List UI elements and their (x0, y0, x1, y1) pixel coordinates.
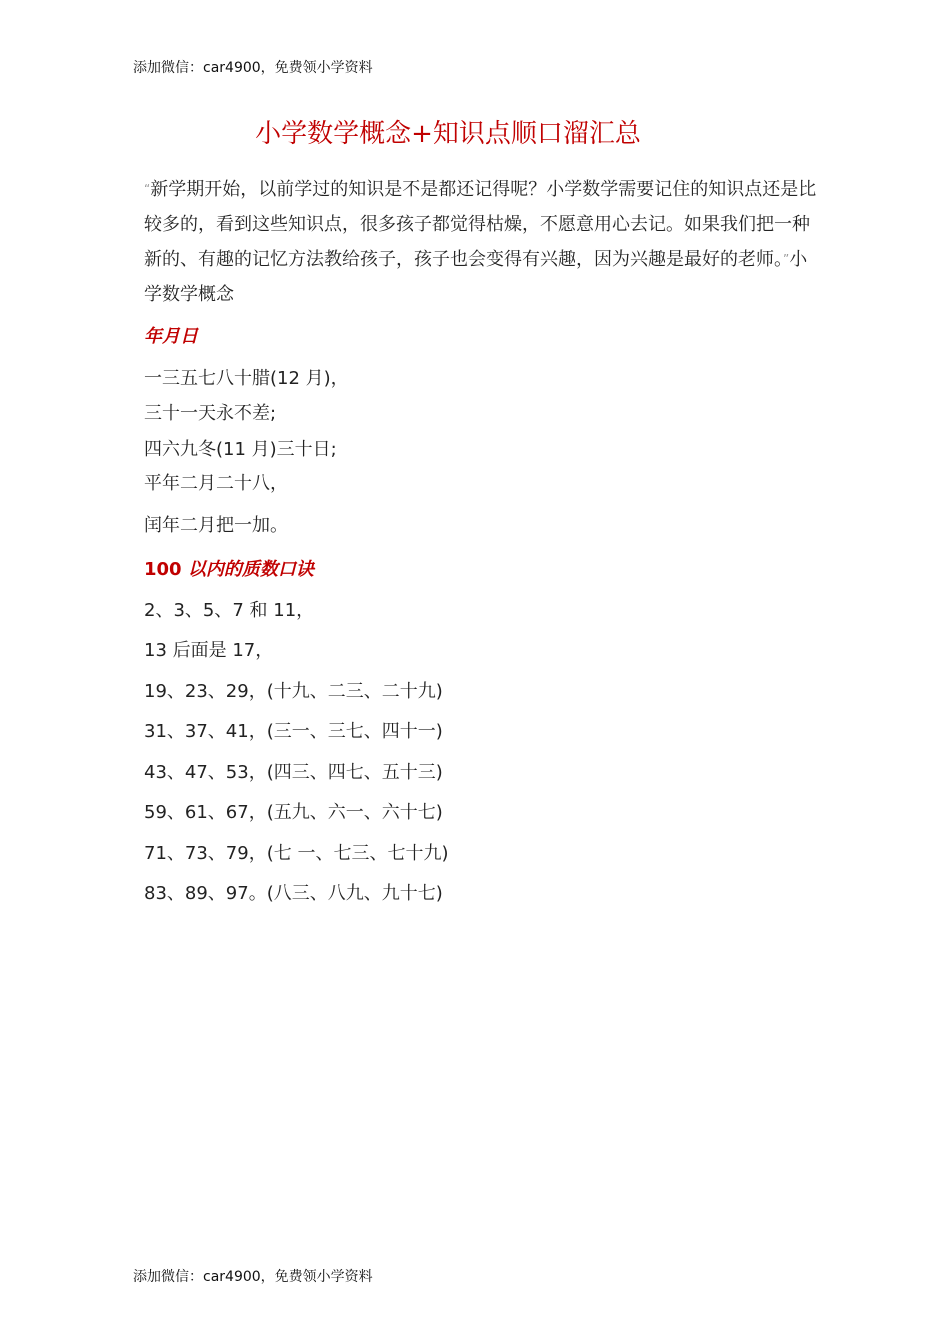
primes-heading-text: 以内的质数口诀 (181, 559, 314, 580)
calendar-line: 闰年二月把一加。 (144, 515, 288, 536)
calendar-line: 一三五七八十腊(12 月)， (144, 368, 349, 389)
section-heading-primes (144, 557, 314, 583)
open-quote: “ (144, 182, 151, 196)
primes-line: 59、61、67，(五九、六一、六十七) (144, 802, 443, 823)
page-title: 小学数学概念+知识点顺口溜汇总 (255, 119, 641, 149)
footer-note: 添加微信：car4900，免费领小学资料 (133, 1269, 373, 1285)
primes-line: 43、47、53，(四三、四七、五十三) (144, 762, 443, 783)
calendar-line: 四六九冬(11 月)三十日; (144, 439, 337, 460)
intro-text: 新学期开始，以前学过的知识是不是都还记得呢？小学数学需要记住的知识点还是比较多的，看到这些知识点，很多孩子都觉得枯燥，不愿意用心去记。如果我们把一种新的、有趣的记忆方法教给孩子，孩子也会变得有兴趣，因为兴趣是最好的老师。 (144, 179, 817, 270)
primes-line: 71、73、79，(七 一、七三、七十九) (144, 843, 449, 864)
primes-line: 31、37、41，(三一、三七、四十一) (144, 721, 443, 742)
close-quote: ” (783, 252, 790, 266)
header-note: 添加微信：car4900，免费领小学资料 (133, 60, 373, 76)
intro-paragraph (144, 172, 824, 312)
primes-line: 19、23、29，(十九、二三、二十九) (144, 681, 443, 702)
primes-line: 2、3、5、7 和 11， (144, 600, 315, 621)
primes-line: 83、89、97。(八三、八九、九十七) (144, 883, 443, 904)
primes-heading-number: 100 (144, 559, 182, 580)
primes-line: 13 后面是 17， (144, 640, 274, 661)
calendar-line: 三十一天永不差; (144, 403, 277, 424)
calendar-line: 平年二月二十八， (144, 473, 288, 494)
intro-tail: 小学数学概念 (144, 249, 808, 305)
section-heading-calendar: 年月日 (144, 326, 198, 347)
